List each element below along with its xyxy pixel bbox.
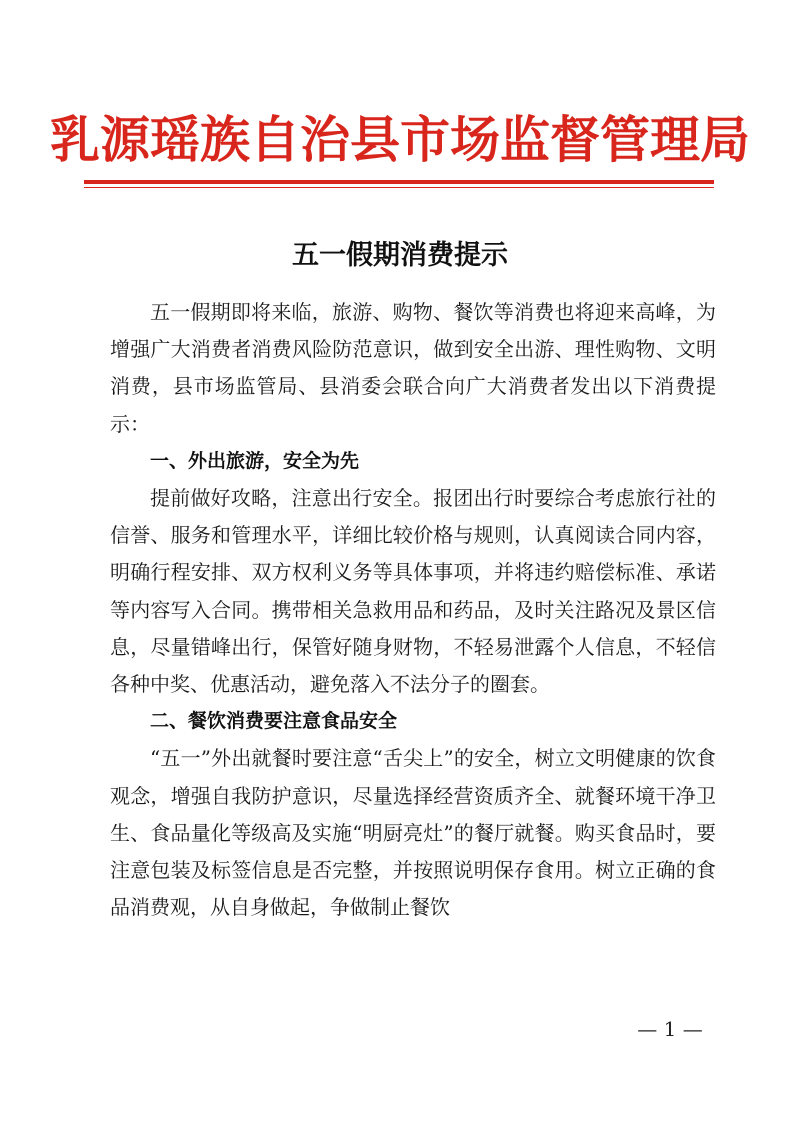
section-paragraph: “五一”外出就餐时要注意“舌尖上”的安全，树立文明健康的饮食观念，增强自我防护意识，尽量选择经营资质齐全、就餐环境干净卫生、食品量化等级高及实施“明厨亮灶”的餐厅就餐。购买食品时，要注意包装及标签信息是否完整，并按照说明保存食用。树立正确的食品消费观，从自身做起，争做制止餐饮 [110, 746, 716, 920]
intro-paragraph: 五一假期即将来临，旅游、购物、餐饮等消费也将迎来高峰，为增强广大消费者消费风险防范意识，做到安全出游、理性购物、文明消费，县市场监管局、县消委会联合向广大消费者发出以下消费提示： [110, 300, 716, 436]
header-rule-thin [84, 187, 714, 188]
header-rule-thick [84, 180, 714, 184]
document-body [110, 294, 716, 926]
section-heading: 二、餐饮消费要注意食品安全 [150, 710, 398, 733]
agency-name: 乳源瑶族自治县市场监督管理局 [50, 110, 750, 169]
section-paragraph: 提前做好攻略，注意出行安全。报团出行时要综合考虑旅行社的信誉、服务和管理水平，详细比较价格与规则，认真阅读合同内容，明确行程安排、双方权利义务等具体事项，并将违约赔偿标准、承诺等内容写入合同。携带相关急救用品和药品，及时关注路况及景区信息，尽量错峰出行，保管好随身财物，不轻易泄露个人信息，不轻信各种中奖、优惠活动，避免落入不法分子的圈套。 [110, 486, 716, 697]
section-heading: 一、外出旅游，安全为先 [150, 449, 360, 472]
document-title: 五一假期消费提示 [292, 240, 508, 271]
page-number: — 1 — [637, 1017, 703, 1041]
